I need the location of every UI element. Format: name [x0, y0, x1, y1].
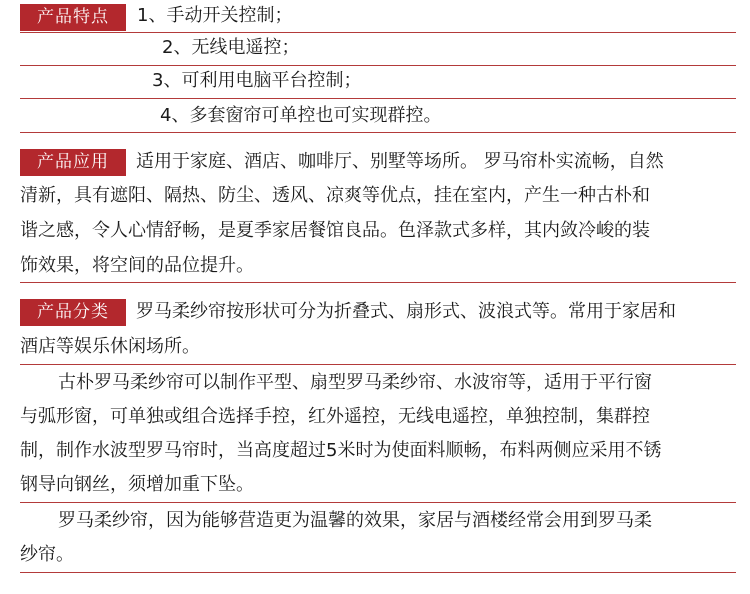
- application-line-1: 适用于家庭、酒店、咖啡厅、别墅等场所。 罗马帘朴实流畅，自然: [136, 151, 664, 172]
- classification-tag: 产品分类: [20, 299, 126, 326]
- divider: [20, 502, 736, 503]
- application-line-2: 清新，具有遮阳、隔热、防尘、透风、凉爽等优点，挂在室内，产生一种古朴和: [20, 185, 650, 206]
- features-tag: 产品特点: [20, 4, 126, 31]
- classification-line-2: 酒店等娱乐休闲场所。: [20, 336, 200, 357]
- classification-line-7: 罗马柔纱帘，因为能够营造更为温馨的效果，家居与酒楼经常会用到罗马柔: [58, 510, 652, 531]
- classification-line-4: 与弧形窗，可单独或组合选择手控，红外遥控，无线电遥控，单独控制，集群控: [20, 406, 650, 427]
- application-tag: 产品应用: [20, 149, 126, 176]
- classification-line-8: 纱帘。: [20, 544, 74, 565]
- application-line-4: 饰效果，将空间的品位提升。: [20, 255, 254, 276]
- feature-item-3: 3、可利用电脑平台控制；: [152, 70, 362, 91]
- divider: [20, 65, 736, 66]
- application-line-3: 谐之感，令人心情舒畅，是夏季家居餐馆良品。色泽款式多样，其内敛冷峻的装: [20, 220, 650, 241]
- divider: [20, 132, 736, 133]
- divider: [20, 98, 736, 99]
- classification-line-6: 钢导向钢丝，须增加重下坠。: [20, 474, 254, 495]
- divider: [20, 572, 736, 573]
- feature-item-1: 1、手动开关控制；: [137, 5, 293, 26]
- divider: [20, 32, 736, 33]
- divider: [20, 364, 736, 365]
- feature-item-4: 4、多套窗帘可单控也可实现群控。: [160, 105, 442, 126]
- classification-line-1: 罗马柔纱帘按形状可分为折叠式、扇形式、波浪式等。常用于家居和: [136, 301, 676, 322]
- classification-line-5: 制，制作水波型罗马帘时，当高度超过5米时为使面料顺畅，布料两侧应采用不锈: [20, 440, 662, 461]
- classification-line-3: 古朴罗马柔纱帘可以制作平型、扇型罗马柔纱帘、水波帘等，适用于平行窗: [58, 372, 652, 393]
- divider: [20, 282, 736, 283]
- feature-item-2: 2、无线电遥控；: [162, 37, 300, 58]
